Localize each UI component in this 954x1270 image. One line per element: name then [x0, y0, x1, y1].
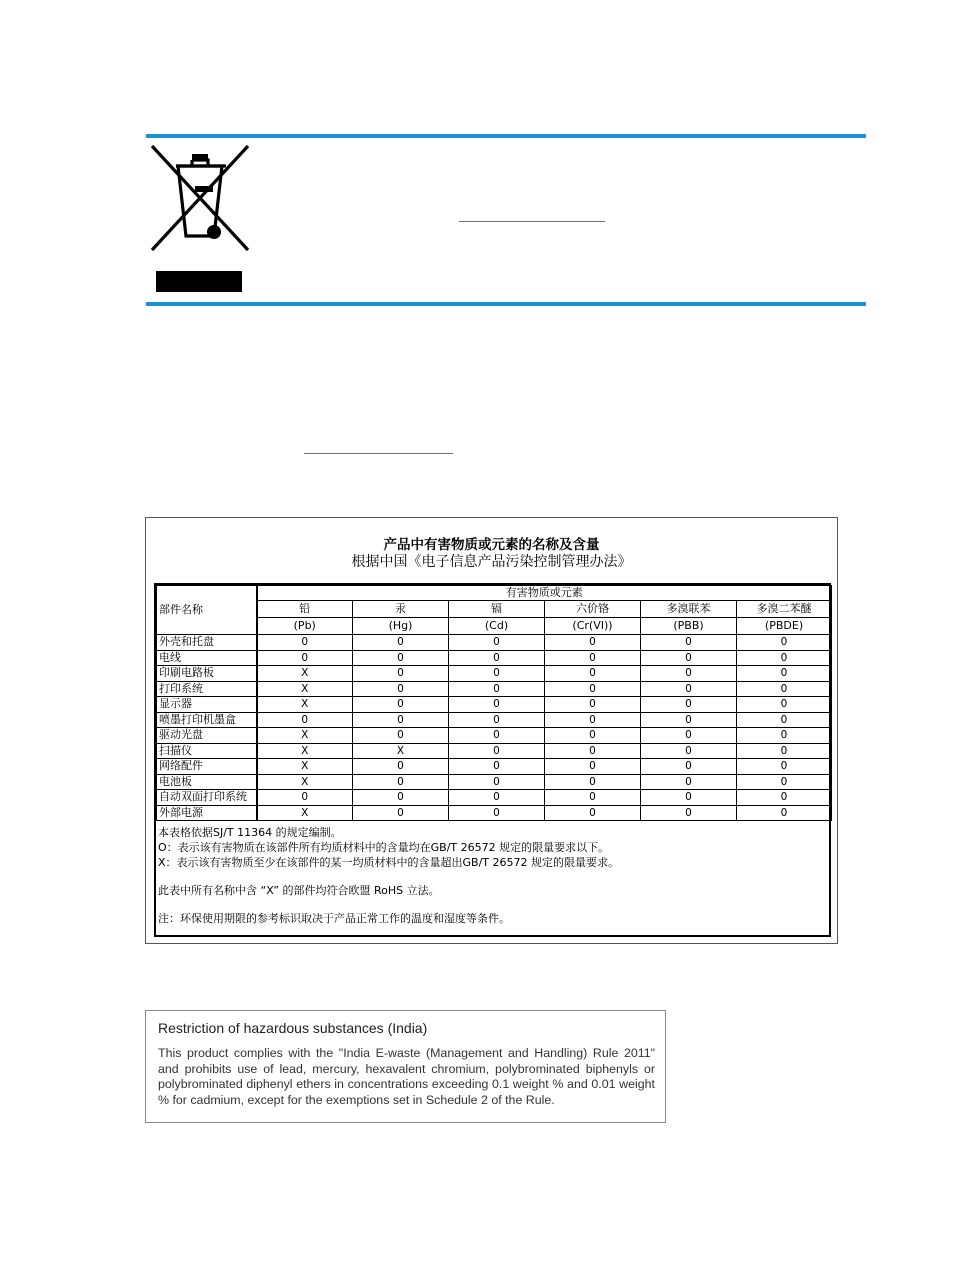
substance-value-cell: 0 — [449, 759, 545, 775]
substance-value-cell: X — [257, 681, 353, 697]
substance-value-cell: 0 — [353, 635, 449, 651]
substance-value-cell: 0 — [737, 666, 832, 682]
info-link-underline[interactable] — [304, 453, 453, 454]
part-name-cell: 打印系统 — [157, 681, 257, 697]
substance-value-cell: 0 — [737, 728, 832, 744]
note-basis: 本表格依据SJ/T 11364 的规定编制。 — [158, 826, 342, 839]
part-name-cell: 喷墨打印机墨盒 — [157, 712, 257, 728]
substance-symbol: (Cd) — [449, 618, 545, 635]
table-row — [157, 728, 832, 744]
table-row — [157, 681, 832, 697]
substance-value-cell: 0 — [545, 697, 641, 713]
substance-value-cell: 0 — [641, 697, 737, 713]
china-rohs-table — [156, 585, 832, 821]
substance-value-cell: 0 — [449, 774, 545, 790]
substance-value-cell: 0 — [737, 697, 832, 713]
table-row — [157, 666, 832, 682]
substance-value-cell: 0 — [641, 759, 737, 775]
substance-value-cell: 0 — [545, 790, 641, 806]
substance-value-cell: 0 — [641, 774, 737, 790]
part-name-cell: 显示器 — [157, 697, 257, 713]
substance-value-cell: 0 — [353, 650, 449, 666]
substance-value-cell: 0 — [737, 650, 832, 666]
table-row — [157, 759, 832, 775]
note-x-definition: X：表示该有害物质至少在该部件的某一均质材料中的含量超出GB/T 26572 规定的限量要求。 — [158, 856, 620, 869]
table-row — [157, 712, 832, 728]
substance-value-cell: 0 — [641, 743, 737, 759]
table-row — [157, 743, 832, 759]
part-name-cell: 外部电源 — [157, 805, 257, 821]
china-rohs-notes — [158, 825, 619, 926]
substance-name: 多溴二苯醚 — [737, 601, 832, 618]
substance-name: 镉 — [449, 601, 545, 618]
substance-value-cell: 0 — [353, 759, 449, 775]
weee-marking-bar — [156, 271, 242, 292]
substance-value-cell: X — [257, 728, 353, 744]
table-row — [157, 805, 832, 821]
substance-value-cell: X — [257, 697, 353, 713]
substance-value-cell: 0 — [257, 790, 353, 806]
hazardous-substances-header: 有害物质或元素 — [257, 586, 832, 601]
substance-value-cell: 0 — [737, 790, 832, 806]
india-rohs-body: This product complies with the "India E-waste (Management and Handling) Rule 2011" and prohibits use of lead, mercury, hexavalent chromium, polybrominated biphenyls or polybrominated diphenyl ethers in concentrations exceeding 0.1 weight % and 0.01 weight % for cadmium, except for the exemptions set in Schedule 2 of the Rule. — [158, 1046, 655, 1107]
table-row — [157, 774, 832, 790]
crossed-out-wheelie-bin-icon — [150, 144, 250, 252]
substance-value-cell: 0 — [449, 712, 545, 728]
note-o-definition: O：表示该有害物质在该部件所有均质材料中的含量均在GB/T 26572 规定的限量要求以下。 — [158, 841, 610, 854]
substance-symbol: (Hg) — [353, 618, 449, 635]
substance-value-cell: 0 — [353, 681, 449, 697]
china-rohs-subtitle: 根据中国《电子信息产品污染控制管理办法》 — [351, 554, 632, 570]
substance-value-cell: 0 — [641, 666, 737, 682]
substance-value-cell: 0 — [449, 697, 545, 713]
substance-value-cell: 0 — [449, 805, 545, 821]
part-name-cell: 外壳和托盘 — [157, 635, 257, 651]
note-eu-rohs: 此表中所有名称中含 “X” 的部件均符合欧盟 RoHS 立法。 — [158, 884, 440, 897]
china-rohs-table-body — [157, 635, 832, 821]
substance-value-cell: X — [257, 805, 353, 821]
part-name-cell: 网络配件 — [157, 759, 257, 775]
substance-value-cell: 0 — [257, 635, 353, 651]
substance-value-cell: 0 — [353, 666, 449, 682]
part-name-cell: 扫描仪 — [157, 743, 257, 759]
substance-value-cell: 0 — [641, 790, 737, 806]
substance-value-cell: 0 — [353, 774, 449, 790]
substance-value-cell: 0 — [353, 712, 449, 728]
substance-value-cell: 0 — [737, 774, 832, 790]
part-name-header: 部件名称 — [157, 586, 257, 635]
substance-symbol: (Pb) — [257, 618, 353, 635]
substance-name: 汞 — [353, 601, 449, 618]
substance-value-cell: 0 — [545, 805, 641, 821]
part-name-cell: 电线 — [157, 650, 257, 666]
substance-value-cell: 0 — [545, 666, 641, 682]
china-rohs-title: 产品中有害物质或元素的名称及含量 — [383, 537, 600, 553]
substance-value-cell: 0 — [737, 635, 832, 651]
substance-value-cell: 0 — [449, 650, 545, 666]
substance-value-cell: 0 — [641, 681, 737, 697]
substance-value-cell: 0 — [737, 759, 832, 775]
substance-value-cell: X — [257, 759, 353, 775]
substance-value-cell: 0 — [449, 790, 545, 806]
weee-link-underline[interactable] — [459, 221, 605, 222]
part-name-cell: 电池板 — [157, 774, 257, 790]
substance-value-cell: 0 — [449, 728, 545, 744]
table-row — [157, 790, 832, 806]
substance-value-cell: 0 — [353, 697, 449, 713]
substance-value-cell: 0 — [449, 666, 545, 682]
substance-value-cell: 0 — [257, 712, 353, 728]
india-rohs-title: Restriction of hazardous substances (India) — [158, 1020, 428, 1036]
substance-name: 多溴联苯 — [641, 601, 737, 618]
substance-value-cell: 0 — [353, 790, 449, 806]
substance-value-cell: 0 — [449, 681, 545, 697]
substance-value-cell: 0 — [449, 635, 545, 651]
china-rohs-panel — [145, 517, 838, 944]
substance-value-cell: 0 — [449, 743, 545, 759]
substance-value-cell: 0 — [641, 728, 737, 744]
substance-value-cell: 0 — [737, 805, 832, 821]
substance-value-cell: 0 — [641, 635, 737, 651]
substance-value-cell: 0 — [737, 712, 832, 728]
substance-symbol: (PBDE) — [737, 618, 832, 635]
substance-value-cell: 0 — [545, 712, 641, 728]
table-row — [157, 635, 832, 651]
substance-value-cell: 0 — [641, 712, 737, 728]
substance-value-cell: 0 — [737, 743, 832, 759]
substance-name: 铅 — [257, 601, 353, 618]
substance-value-cell: X — [257, 743, 353, 759]
substance-value-cell: 0 — [545, 759, 641, 775]
substance-value-cell: X — [257, 666, 353, 682]
substance-value-cell: 0 — [545, 650, 641, 666]
india-rohs-panel — [145, 1010, 666, 1123]
substance-value-cell: X — [257, 774, 353, 790]
substance-value-cell: 0 — [545, 774, 641, 790]
substance-value-cell: 0 — [545, 728, 641, 744]
table-row — [157, 650, 832, 666]
china-rohs-table-frame — [154, 583, 831, 937]
table-row — [157, 697, 832, 713]
weee-top-rule — [146, 134, 866, 138]
part-name-cell: 印刷电路板 — [157, 666, 257, 682]
substance-value-cell: 0 — [257, 650, 353, 666]
substance-symbol: (PBB) — [641, 618, 737, 635]
weee-bottom-rule — [146, 302, 866, 306]
note-environment: 注：环保使用期限的参考标识取决于产品正常工作的温度和湿度等条件。 — [158, 912, 510, 925]
part-name-cell: 自动双面打印系统 — [157, 790, 257, 806]
part-name-cell: 驱动光盘 — [157, 728, 257, 744]
substance-value-cell: 0 — [353, 728, 449, 744]
substance-symbol: (Cr(VI)) — [545, 618, 641, 635]
substance-name: 六价铬 — [545, 601, 641, 618]
substance-value-cell: X — [353, 743, 449, 759]
substance-value-cell: 0 — [737, 681, 832, 697]
substance-value-cell: 0 — [545, 635, 641, 651]
substance-value-cell: 0 — [641, 805, 737, 821]
substance-value-cell: 0 — [641, 650, 737, 666]
substance-value-cell: 0 — [353, 805, 449, 821]
substance-value-cell: 0 — [545, 743, 641, 759]
substance-value-cell: 0 — [545, 681, 641, 697]
